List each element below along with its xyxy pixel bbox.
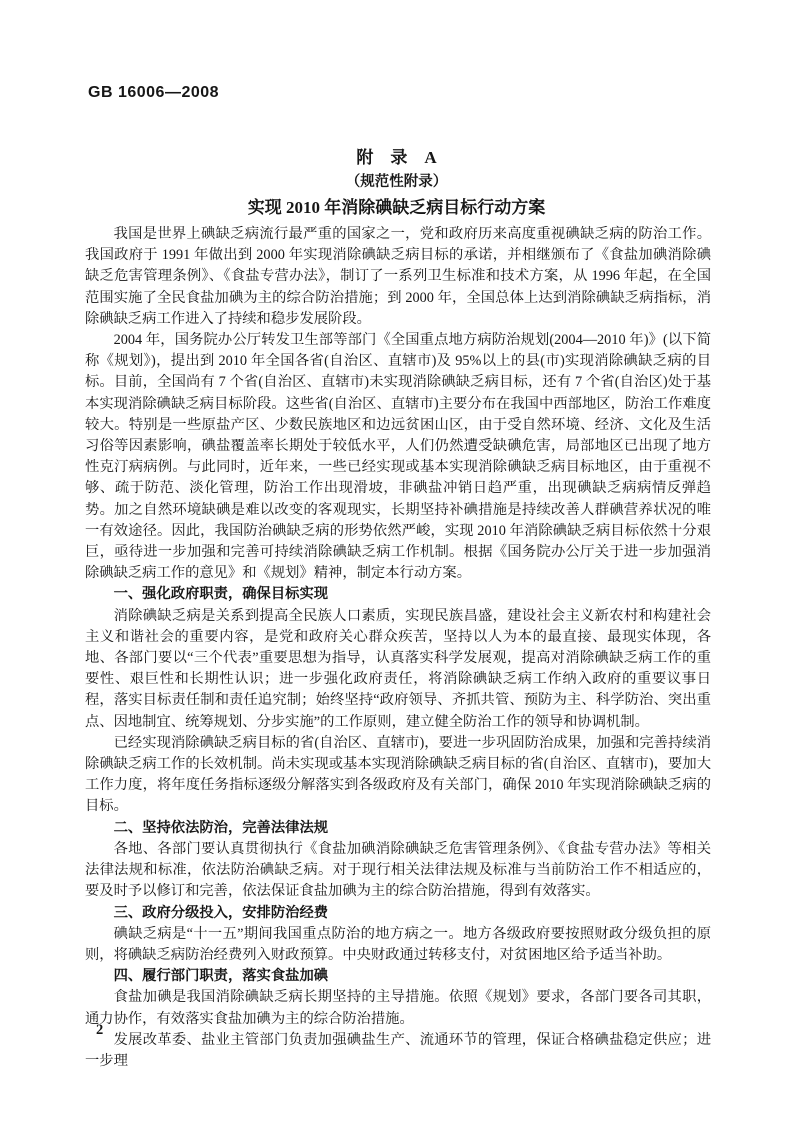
document-body (85, 224, 711, 1072)
document-title: 实现 2010 年消除碘缺乏病目标行动方案 (247, 197, 546, 217)
paragraph-intro-1: 我国是世界上碘缺乏病流行最严重的国家之一，党和政府历来高度重视碘缺乏病的防治工作。我国政府于 1991 年做出到 2000 年实现消除碘缺乏病目标的承诺，并相继颁布了《食盐加碘消除碘缺乏危害管理条例》、《食盐专营办法》，制订了一系列卫生标准和技术方案，从 1996 年起，在全国范围实施了全民食盐加碘为主的综合防治措施；到 2000 年，全国总体上达到消除碘缺乏病指标，消除碘缺乏病工作进入了持续和稳步发展阶段。 (85, 226, 711, 327)
paragraph-section4-2: 发展改革委、盐业主管部门负责加强碘盐生产、流通环节的管理，保证合格碘盐稳定供应；进一步理 (85, 1031, 711, 1069)
annex-title: 附 录 A (356, 148, 437, 167)
section-heading-3: 三、政府分级投入，安排防治经费 (113, 904, 329, 921)
paragraph-section1-1: 消除碘缺乏病是关系到提高全民族人口素质，实现民族昌盛，建设社会主义新农村和构建社会主义和谐社会的重要内容，是党和政府关心群众疾苦，坚持以人为本的最直接、最现实体现，各地、各部门要以“三个代表”重要思想为指导，认真落实科学发展观，提高对消除碘缺乏病工作的重要性、艰巨性和长期性认识；进一步强化政府责任，将消除碘缺乏病工作纳入政府的重要议事日程，落实目标责任制和责任追究制；始终坚持“政府领导、齐抓共管、预防为主、科学防治、突出重点、因地制宜、统筹规划、分步实施”的工作原则，建立健全防治工作的领导和协调机制。 (85, 607, 711, 730)
page-number: 2 (96, 1022, 104, 1038)
title-block (0, 149, 793, 216)
paragraph-section4-1: 食盐加碘是我国消除碘缺乏病长期坚持的主导措施。依照《规划》要求，各部门要各司其职，通力协作，有效落实食盐加碘为主的综合防治措施。 (85, 989, 711, 1027)
paragraph-intro-2: 2004 年，国务院办公厅转发卫生部等部门《全国重点地方病防治规划(2004—2010 年)》(以下简称《规划》)，提出到 2010 年全国各省(自治区、直辖市)及 95%以上的县(市)实现消除碘缺乏病的目标。目前，全国尚有 7 个省(自治区、直辖市)未实现消除碘缺乏病目标，还有 7 个省(自治区)处于基本实现消除碘缺乏病目标阶段。这些省(自治区、直辖市)主要分布在我国中西部地区，防治工作难度较大。特别是一些原盐产区、少数民族地区和边远贫困山区，由于受自然环境、经济、文化及生活习俗等因素影响，碘盐覆盖率长期处于较低水平，人们仍然遭受缺碘危害，局部地区已出现了地方性克汀病病例。与此同时，近年来，一些已经实现或基本实现消除碘缺乏病目标地区，由于重视不够、疏于防范、淡化管理，防治工作出现滑坡，非碘盐冲销日趋严重，出现碘缺乏病病情反弹趋势。加之自然环境缺碘是难以改变的客观现实，长期坚持补碘措施是持续改善人群碘营养状况的唯一有效途径。因此，我国防治碘缺乏病的形势依然严峻，实现 2010 年消除碘缺乏病目标依然十分艰巨，亟待进一步加强和完善可持续消除碘缺乏病工作机制。根据《国务院办公厅关于进一步加强消除碘缺乏病工作的意见》和《规划》精神，制定本行动方案。 (85, 332, 711, 582)
section-heading-2: 二、坚持依法防治，完善法律法规 (113, 819, 329, 836)
paragraph-section2-1: 各地、各部门要认真贯彻执行《食盐加碘消除碘缺乏危害管理条例》、《食盐专营办法》等相关法律法规和标准，依法防治碘缺乏病。对于现行相关法律法规及标准与当前防治工作不相适应的，要及时予以修订和完善，依法保证食盐加碘为主的综合防治措施，得到有效落实。 (85, 840, 711, 900)
section-heading-4: 四、履行部门职责，落实食盐加碘 (113, 968, 329, 985)
paragraph-section3-1: 碘缺乏病是“十一五”期间我国重点防治的地方病之一。地方各级政府要按照财政分级负担的原则，将碘缺乏病防治经费列入财政预算。中央财政通过转移支付，对贫困地区给予适当补助。 (85, 925, 711, 963)
annex-subtitle: （规范性附录） (345, 174, 448, 190)
paragraph-section1-2: 已经实现消除碘缺乏病目标的省(自治区、直辖市)，要进一步巩固防治成果，加强和完善持续消除碘缺乏病工作的长效机制。尚未实现或基本实现消除碘缺乏病目标的省(自治区、直辖市)，要加大工作力度，将年度任务指标逐级分解落实到各级政府及有关部门，确保 2010 年实现消除碘缺乏病的目标。 (85, 734, 711, 815)
section-heading-1: 一、强化政府职责，确保目标实现 (113, 586, 329, 603)
standard-number: GB 16006—2008 (88, 84, 220, 101)
